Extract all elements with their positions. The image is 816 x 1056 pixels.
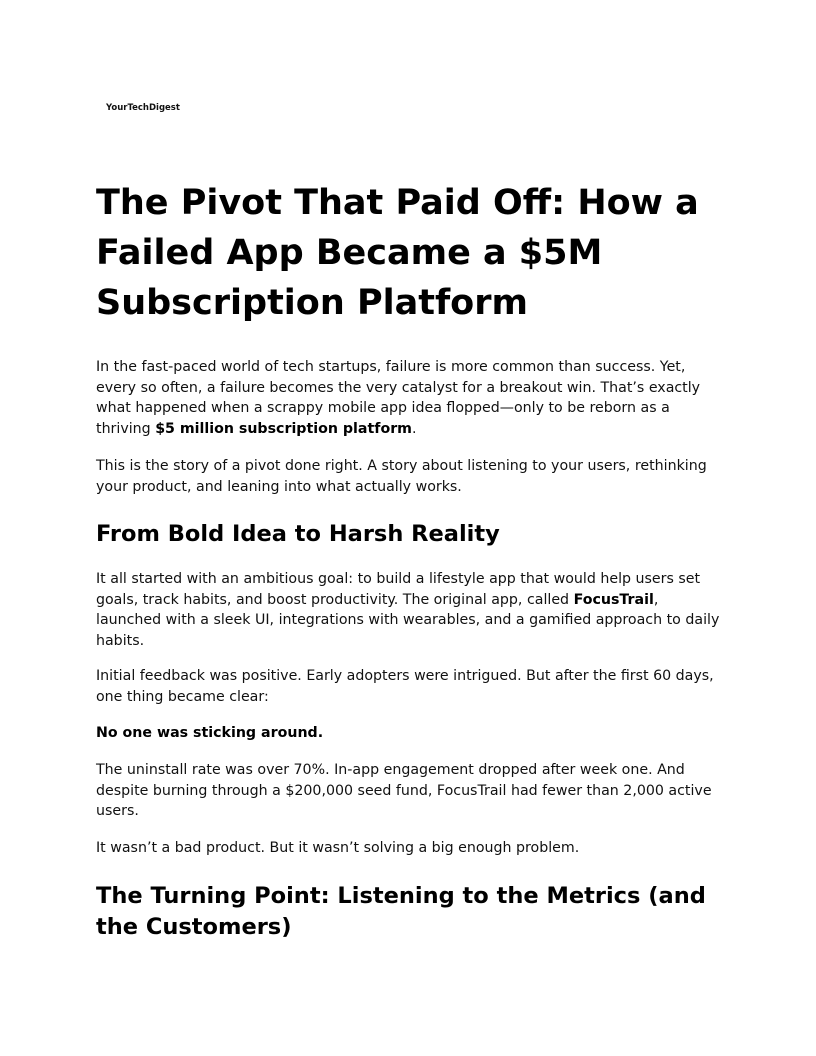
- intro-paragraph-1-text: In the fast-paced world of tech startups, failure is more common than success. Yet, every so often, a failure becomes the very catalyst for a breakout win. That’s exactly what happened when a scrappy mobile app idea flopped—only to be reborn as a thriving: [96, 359, 701, 437]
- intro-paragraph-2: This is the story of a pivot done right. A story about listening to your users, rethinking your product, and leaning into what actually works.: [96, 458, 707, 495]
- section-heading-turning-point: The Turning Point: Listening to the Metrics (and the Customers): [96, 883, 706, 940]
- app-name-focustrail: FocusTrail: [573, 591, 654, 608]
- section-heading-bold-idea: From Bold Idea to Harsh Reality: [96, 521, 500, 547]
- intro-paragraph-1: [96, 357, 721, 439]
- site-logo[interactable]: YourTechDigest: [106, 103, 180, 113]
- section1-callout: [96, 723, 721, 744]
- section1-paragraph-5: It wasn’t a bad product. But it wasn’t solving a big enough problem.: [96, 840, 580, 856]
- section1-paragraph-1: [96, 569, 721, 651]
- intro-paragraph-1-end: .: [411, 420, 417, 437]
- section1-paragraph-1-end: , launched with a sleek UI, integrations with wearables, and a gamified approach to daily habits.: [96, 591, 720, 649]
- article-title: The Pivot That Paid Off: How a Failed App Became a $5M Subscription Platform: [96, 183, 699, 323]
- section1-paragraph-2: Initial feedback was positive. Early adopters were intrigued. But after the first 60 days, one thing became clear:: [96, 668, 714, 705]
- section1-paragraph-4: The uninstall rate was over 70%. In-app engagement dropped after week one. And despite burning through a $200,000 seed fund, FocusTrail had fewer than 2,000 active users.: [96, 762, 712, 820]
- section1-paragraph-1-text: It all started with an ambitious goal: to build a lifestyle app that would help users set goals, track habits, and boost productivity. The original app, called: [96, 571, 701, 608]
- intro-highlight-revenue: $5 million subscription platform: [155, 420, 412, 437]
- section1-callout-text: No one was sticking around.: [96, 725, 324, 741]
